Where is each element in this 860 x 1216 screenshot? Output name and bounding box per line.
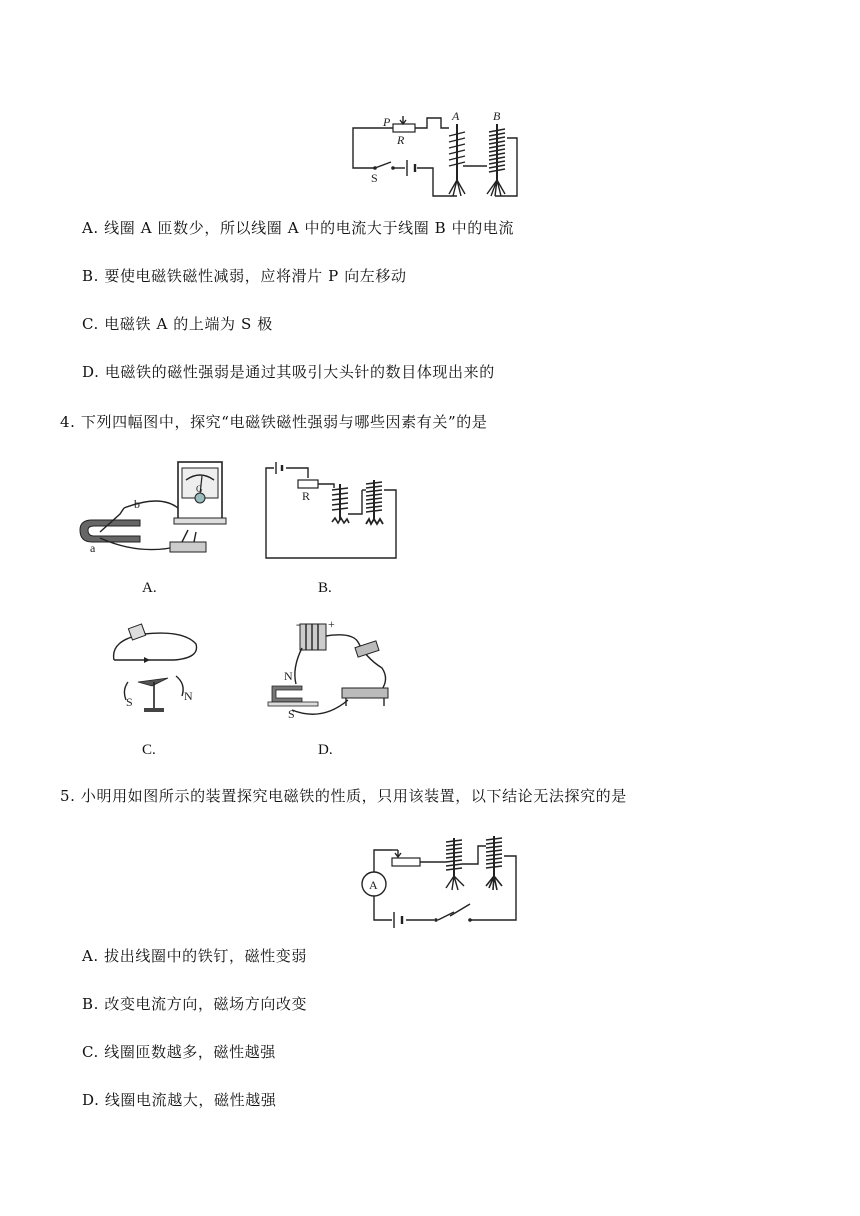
q5-option-d: D. 线圈电流越大，磁性越强 xyxy=(82,1091,277,1109)
label-r: R xyxy=(397,133,405,147)
q5-option-b: B. 改变电流方向，磁场方向改变 xyxy=(82,995,308,1013)
label-b: B xyxy=(493,109,501,123)
q4-caption-b: B. xyxy=(318,580,332,596)
label-a: A xyxy=(452,109,460,123)
label-r: R xyxy=(302,489,311,503)
q4-caption-a: A. xyxy=(142,580,157,596)
battery xyxy=(407,160,415,176)
electromagnet-b xyxy=(487,124,505,196)
q4-figure-a xyxy=(80,458,228,562)
label-p: P xyxy=(383,115,391,129)
q5-circuit-figure xyxy=(358,828,522,928)
q3-option-d: D. 电磁铁的磁性强弱是通过其吸引大头针的数目体现出来的 xyxy=(82,363,495,381)
label-plus: + xyxy=(328,617,335,631)
q5-option-a: A. 拔出线圈中的铁钉，磁性变弱 xyxy=(82,947,307,965)
q5-stem: 5. 小明用如图所示的装置探究电磁铁的性质，只用该装置，以下结论无法探究的是 xyxy=(60,787,627,805)
q3-option-c: C. 电磁铁 A 的上端为 S 极 xyxy=(82,315,273,333)
switch xyxy=(373,162,395,170)
electromagnet-a xyxy=(449,124,465,196)
label-n: N xyxy=(284,669,293,683)
ammeter-label: A xyxy=(369,878,378,892)
label-n: N xyxy=(184,689,193,703)
q4-caption-d: D. xyxy=(318,742,333,758)
rheostat-slider-arrow-icon xyxy=(400,116,406,124)
label-s: S xyxy=(126,695,133,709)
label-a: a xyxy=(90,541,96,555)
label-s: S xyxy=(371,171,378,185)
q4-stem: 4. 下列四幅图中，探究“电磁铁磁性强弱与哪些因素有关”的是 xyxy=(60,413,488,431)
q4-figure-c xyxy=(104,620,204,720)
q4-caption-c: C. xyxy=(142,742,156,758)
q3-option-b: B. 要使电磁铁磁性减弱，应将滑片 P 向左移动 xyxy=(82,267,407,285)
q4-figure-d xyxy=(262,618,398,722)
q3-option-a: A. 线圈 A 匝数少，所以线圈 A 中的电流大于线圈 B 中的电流 xyxy=(82,219,515,237)
label-b: b xyxy=(134,497,140,511)
q5-option-c: C. 线圈匝数越多，磁性越强 xyxy=(82,1043,276,1061)
rheostat xyxy=(393,124,415,132)
q4-figure-b xyxy=(262,458,402,560)
q3-circuit-figure xyxy=(345,108,530,203)
galvanometer-label: G xyxy=(196,484,203,494)
label-s: S xyxy=(288,707,295,721)
label-minus: - xyxy=(296,617,300,631)
